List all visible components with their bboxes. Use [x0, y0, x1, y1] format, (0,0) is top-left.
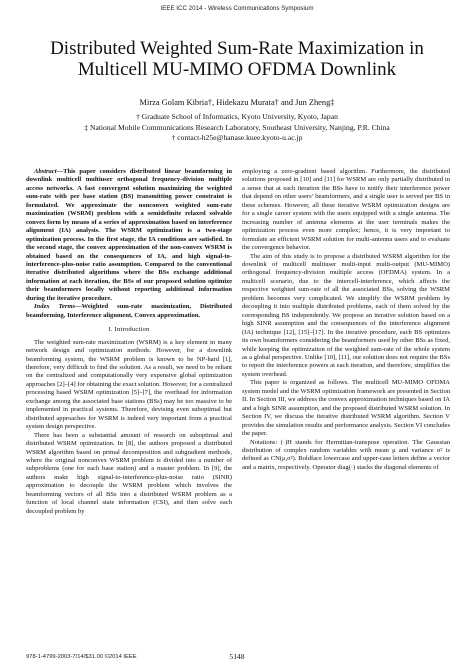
abstract-lead: Abstract [34, 168, 57, 175]
intro-paragraph-2: There has been a substantial amount of research on suboptimal and distributed WSRM optimization. In [8], the authors proposed a distributed WSRM algorithm based on primal decomposition and subgradient methods, where the original nonconvex WSRM problem is divided into a number of subproblems (one for each base station) and a master problem. In [9], the authors make high signal-to-interference-plus-noise ratio (SINR) approximation to decouple the WSRM problem which involves the beamforming vectors of all BSs into a distributed WSRM problem as a function of local channel state information (CSI), and then solve each decoupled problem by [26, 431, 232, 515]
intro-paragraph-4: The aim of this study is to propose a distributed WSRM algorithm for the downlink of multicell multiuser multi-input multi-output (MU-MIMO) orthogonal frequency-division multiple access (OFDMA) system. In a multicell scenario, due to the intercell-interference, which affects the respective weighted sum-rate of all the associated BSs, solving the WSRM problem becomes very complicated. We simplify the WSRM problem by decoupling it into multiple distributed problems, each of them solved by the corresponding BS independently. We propose an iterative solution based on a high SINR assumption and the consequences of the interference alignment (IA) technique [12], [15]–[17]. In the iterative procedure, each BS optimizes its own beamformers considering the beamformers used by other BSs as fixed, while keeping the optimization of the weighted sum-rate of the whole system as a global perspective. Unlike [10], [11], our solution does not require the BSs to report the interference powers at each iteration, and therefore, simplifies the system overhead. [242, 252, 450, 378]
abstract [26, 168, 232, 303]
copyright-line: 978-1-4799-2003-7/14/$31.00 ©2014 IEEE [26, 654, 137, 660]
paper-title [20, 38, 454, 80]
intro-paragraph-1: The weighted sum-rate maximization (WSRM) is a key element in many network design and optimization methods. However, for a downlink beamforming system, the WSRM problem is known to be NP-hard [1], therefore, very difficult to find the solution. As a result, we need to be reliant on the centralized and computationally very expensive global optimization approaches [2]–[4] for obtaining the exact solution. However, for a centralized processing based WSRM optimization [5]–[7], the overhead for information exchange among the associated base stations (BSs) may be too massive to be implemented in practical systems. Therefore, devising even suboptimal but distributed approaches for WSRM is indeed very important from a practical system design perspective. [26, 338, 232, 431]
affiliation-southeast: ‡ National Mobile Communications Research Laboratory, Southeast University, Nanjing, P.R. China [84, 122, 390, 132]
index-terms-text: —Weighted sum-rate maximization, Distributed beamforming, Interference alignment, Convex approximation. [26, 303, 232, 319]
index-terms [26, 303, 232, 320]
section-heading-introduction: I. Introduction [108, 326, 150, 334]
intro-paragraph-5: This paper is organized as follows. The multicell MU-MIMO OFDMA system model and the WSRM optimization framework are presented in Section II. In Section III, we address the convex approximation techniques based on IA and a high SINR assumption, and the proposed distributed WSRM solution. In Section IV, we discuss the iterative distributed WSRM algorithm. Section V provides the simulation results and performance analysis. Section VI concludes the paper. [242, 379, 450, 438]
notations-paragraph: Notations: (·)H stands for Hermitian-transpose operation. The Gaussian distribution of complex random variables with mean μ and variance σ² is defined as CN(μ,σ²). Boldface lowercase and upper-case letters define a vector and a matrix, respectively. Operator diag(·) stacks the diagonal elements of [242, 438, 450, 471]
affiliation-block [0, 112, 474, 144]
title-line-2: Multicell MU-MIMO OFDMA Downlink [77, 59, 397, 80]
index-terms-lead: Index Terms [34, 303, 76, 311]
intro-paragraph-3: employing a zero-gradient based algorithm. Furthermore, the distributed solutions proposed in [10] and [11] for WSRM are only partially distributed in a sense that at each iteration the BSs have to notify their interference power that depend on other users’ beamformers, and a single user is served per BS in these schemes. However, all these iterative WSRM optimization designs are for a single career system with the users equipped with a single antenna. The increasing number of antenna elements at the user terminals makes the optimization process even more complex; hence, it is very important to formulate an efficient WSRM solution for multi-antenna users and to evaluate the convergence behavior. [242, 168, 450, 252]
left-column [26, 168, 232, 516]
page-number: 5148 [229, 652, 245, 661]
right-column [242, 168, 450, 472]
contact-email: † contact-h25e@hanase.kuee.kyoto-u.ac.jp [171, 133, 303, 143]
affiliation-kyoto: † Graduate School of Informatics, Kyoto University, Kyoto, Japan [136, 112, 338, 121]
title-line-1: Distributed Weighted Sum-Rate Maximization in [50, 38, 424, 59]
running-header: IEEE ICC 2014 - Wireless Communications Symposium [160, 5, 314, 12]
abstract-text: —This paper considers distributed linear beamforming in downlink multicell multiuser orthogonal frequency-division multiple access networks. A fast convergent solution maximizing the weighted sum-rate with per base station (BS) transmitting power constraint is formulated. We approximate the nonconvex weighted sum-rate maximization (WSRM) problem with a semidefinite relaxed solvable convex form by means of a series of approximation based on interference alignment (IA) analysis. The WSRM optimization is a two-stage optimization process. In the first stage, the IA conditions are satisfied. In the second stage, the convex approximation of the non-convex WSRM is obtained based on the consequences of IA, and high signal-to-interference-plus-noise ratio assumption. Compared to the conventional iterative distributed algorithms where the BSs exchange additional information at each iteration, the BSs of our proposed solution optimize their beamformers locally without reporting additional information during the iterative procedure. [26, 168, 232, 302]
author-list: Mirza Golam Kibria†, Hidekazu Murata† and Jun Zheng‡ [139, 98, 335, 107]
